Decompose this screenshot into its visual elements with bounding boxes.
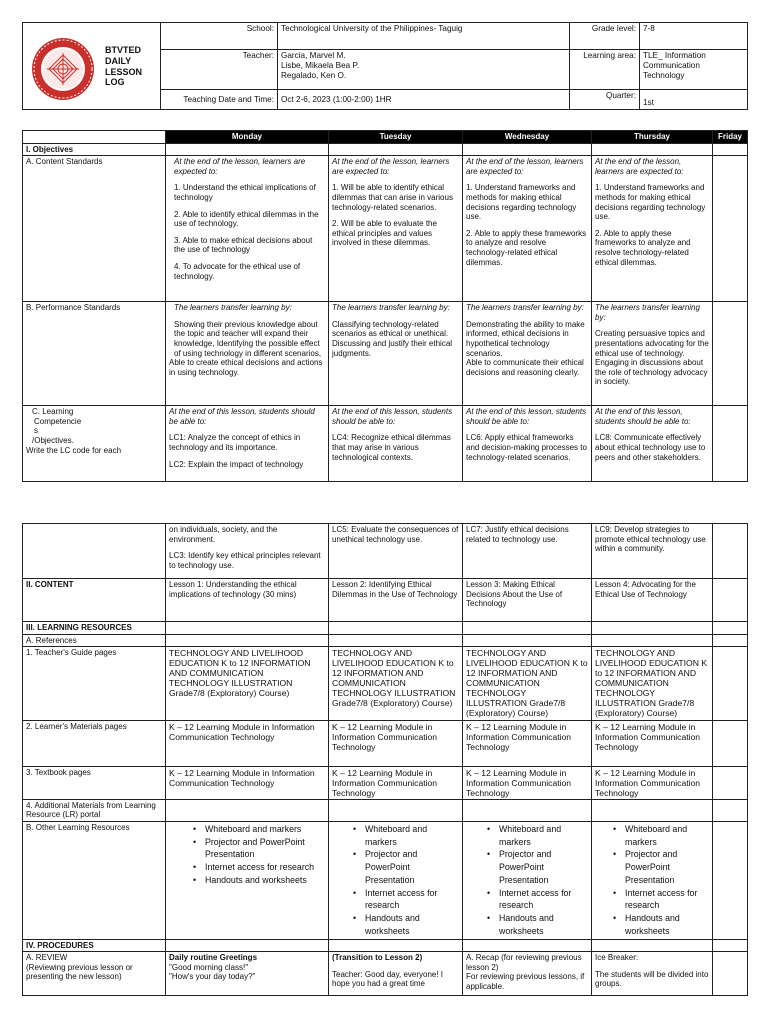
competencies-thursday-part1: At the end of this lesson, students should be able to: LC8: Communicate effectively about ethical technology use to peers and other stakeholders.: [592, 406, 713, 482]
teacher-guide-monday: TECHNOLOGY AND LIVELIHOOD EDUCATION K to 12 INFORMATION AND COMMUNICATION TECHNOLOGY ILLUSTRATION Grade7/8 (Exploratory) Course): [166, 647, 329, 720]
learner-materials-monday: K – 12 Learning Module in Information Communication Technology: [166, 720, 329, 766]
additional-materials-label: 4. Additional Materials from Learning Resource (LR) portal: [23, 799, 166, 821]
teacher-guide-label: 1. Teacher's Guide pages: [23, 647, 166, 720]
competencies-thursday-part2: LC9: Develop strategies to promote ethical technology use within a community.: [592, 524, 713, 579]
teacher-guide-thursday: TECHNOLOGY AND LIVELIHOOD EDUCATION K to 12 INFORMATION AND COMMUNICATION TECHNOLOGY ILLUSTRATION Grade7/8 (Exploratory) Course): [592, 647, 713, 720]
section-objectives: I. Objectives: [23, 143, 166, 156]
content-standards-label: A. Content Standards: [23, 156, 166, 302]
competencies-tuesday-part2: LC5: Evaluate the consequences of unethical technology use.: [329, 524, 463, 579]
performance-standards-tuesday: The learners transfer learning by: Classifying technology-related scenarios as ethical or unethical. Discussing and justify their ethical judgments.: [329, 302, 463, 406]
lesson-thursday: Lesson 4: Advocating for the Ethical Use of Technology: [592, 579, 713, 622]
learner-materials-wednesday: K – 12 Learning Module in Information Communication Technology: [463, 720, 592, 766]
other-resources-tuesday: [329, 821, 463, 939]
date-value: Oct 2-6, 2023 (1:00-2:00) 1HR: [278, 90, 570, 110]
review-label: A. REVIEW (Reviewing previous lesson or presenting the new lesson): [23, 952, 166, 996]
grade-label: Grade level:: [570, 23, 640, 50]
list-item: • Whiteboard and markers: [205, 823, 325, 836]
content-standards-tuesday: At the end of the lesson, learners are expected to: 1. Will be able to identify ethical dilemmas that can arise in various technology-related scenarios. 2. Will be able to evaluate the ethical principles and values involved in these dilemmas.: [329, 156, 463, 302]
review-thursday: Ice Breaker: The students will be divided into groups.: [592, 952, 713, 996]
performance-standards-label: B. Performance Standards: [23, 302, 166, 406]
list-item: • Whiteboard and markers: [365, 823, 459, 849]
textbook-thursday: K – 12 Learning Module in Information Communication Technology: [592, 766, 713, 799]
list-item: • Handouts and worksheets: [625, 912, 709, 938]
lesson-tuesday: Lesson 2: Identifying Ethical Dilemmas in the Use of Technology: [329, 579, 463, 622]
performance-standards-monday: The learners transfer learning by: Showing their previous knowledge about the topic and teacher will expand their knowledge, Identifying the possible effect of using technology in different scenarios, Able to create ethical decisions and actions in using technology.: [166, 302, 329, 406]
lesson-wednesday: Lesson 3: Making Ethical Decisions About the Use of Technology: [463, 579, 592, 622]
logo-cell: [23, 23, 161, 110]
textbook-wednesday: K – 12 Learning Module in Information Communication Technology: [463, 766, 592, 799]
competencies-monday-part1: At the end of this lesson, students should be able to: LC1: Analyze the concept of ethics in technology and its importance. LC2: Explain the impact of technology: [166, 406, 329, 482]
logo-title: BTVTED DAILY LESSON LOG: [105, 45, 143, 88]
list-item: • Projector and PowerPoint Presentation: [625, 848, 709, 886]
learner-materials-tuesday: K – 12 Learning Module in Information Communication Technology: [329, 720, 463, 766]
performance-standards-thursday: The learners transfer learning by: Creating persuasive topics and presentations advocating for the ethical use of technology. Engaging in discussions about the role of technology advocacy in society.: [592, 302, 713, 406]
list-item: • Internet access for research: [499, 887, 588, 913]
teacher-value: Garcia, Marvel M. Lisbe, Mikaela Bea P. Regalado, Ken O.: [278, 50, 570, 90]
competencies-wednesday-part1: At the end of this lesson, students should be able to: LC6: Apply ethical frameworks and decision-making processes to technology-related scenarios.: [463, 406, 592, 482]
review-tuesday: (Transition to Lesson 2) Teacher: Good day, everyone! I hope you had a great time: [329, 952, 463, 996]
list-item: • Whiteboard and markers: [625, 823, 709, 849]
textbook-monday: K – 12 Learning Module in Information Communication Technology: [166, 766, 329, 799]
review-wednesday: A. Recap (for reviewing previous lesson 2) For reviewing previous lessons, if applicable.: [463, 952, 592, 996]
teacher-guide-wednesday: TECHNOLOGY AND LIVELIHOOD EDUCATION K to 12 INFORMATION AND COMMUNICATION TECHNOLOGY ILLUSTRATION Grade7/8 (Exploratory) Course): [463, 647, 592, 720]
grade-value: 7-8: [640, 23, 748, 50]
competencies-wednesday-part2: LC7: Justify ethical decisions related to technology use.: [463, 524, 592, 579]
list-item: • Handouts and worksheets: [499, 912, 588, 938]
section-content: II. CONTENT: [23, 579, 166, 622]
textbook-label: 3. Textbook pages: [23, 766, 166, 799]
teacher-label: Teacher:: [161, 50, 278, 90]
list-item: • Internet access for research: [365, 887, 459, 913]
list-item: • Internet access for research: [625, 887, 709, 913]
area-label: Learning area:: [570, 50, 640, 90]
section-procedures: IV. PROCEDURES: [23, 939, 166, 952]
learner-materials-label: 2. Learner's Materials pages: [23, 720, 166, 766]
university-seal-icon: [31, 37, 95, 101]
date-label: Teaching Date and Time:: [161, 90, 278, 110]
list-item: • Handouts and worksheets: [205, 874, 325, 887]
list-item: • Whiteboard and markers: [499, 823, 588, 849]
list-item: • Internet access for research: [205, 861, 325, 874]
quarter-label: Quarter:: [570, 90, 640, 110]
list-item: • Projector and PowerPoint Presentation: [365, 848, 459, 886]
list-item: • Handouts and worksheets: [365, 912, 459, 938]
day-header-thursday: Thursday: [592, 131, 713, 144]
school-label: School:: [161, 23, 278, 50]
header-table: [22, 22, 748, 110]
other-resources-thursday: [592, 821, 713, 939]
day-header-monday: Monday: [166, 131, 329, 144]
review-monday: Daily routine Greetings "Good morning class!" "How's your day today?": [166, 952, 329, 996]
references-label: A. References: [23, 634, 166, 647]
lesson-plan-table: [22, 523, 748, 996]
teacher-guide-tuesday: TECHNOLOGY AND LIVELIHOOD EDUCATION K to 12 INFORMATION AND COMMUNICATION TECHNOLOGY ILLUSTRATION Grade7/8 (Exploratory) Course): [329, 647, 463, 720]
textbook-tuesday: K – 12 Learning Module in Information Communication Technology: [329, 766, 463, 799]
lesson-monday: Lesson 1: Understanding the ethical implications of technology (30 mins): [166, 579, 329, 622]
performance-standards-wednesday: The learners transfer learning by: Demonstrating the ability to make informed, ethical decisions in hypothetical technology scenarios. Able to communicate their ethical decisions and reasoning clearly.: [463, 302, 592, 406]
list-item: • Projector and PowerPoint Presentation: [205, 836, 325, 862]
competencies-tuesday-part1: At the end of this lesson, students should be able to: LC4: Recognize ethical dilemmas that may arise in various technological contexts.: [329, 406, 463, 482]
section-learning-resources: III. LEARNING RESOURCES: [23, 622, 166, 635]
other-resources-wednesday: [463, 821, 592, 939]
other-resources-label: B. Other Learning Resources: [23, 821, 166, 939]
blank-corner: [23, 131, 166, 144]
day-header-wednesday: Wednesday: [463, 131, 592, 144]
content-standards-thursday: At the end of the lesson, learners are expected to: 1. Understand frameworks and methods for making ethical decisions regarding technology use. 2. Able to apply these frameworks to analyze and resolve technology-related ethical dilemmas.: [592, 156, 713, 302]
school-value: Technological University of the Philippines- Taguig: [278, 23, 570, 50]
competencies-label: C. Learning Competencie s /Objectives. Write the LC code for each: [23, 406, 166, 482]
day-header-tuesday: Tuesday: [329, 131, 463, 144]
other-resources-monday: [166, 821, 329, 939]
content-standards-monday: At the end of the lesson, learners are expected to: 1. Understand the ethical implications of technology 2. Able to identify ethical dilemmas in the use of technology. 3. Able to make ethical decisions about the use of technology 4. To advocate for the ethical use of technology.: [166, 156, 329, 302]
day-header-friday: Friday: [713, 131, 748, 144]
competencies-monday-part2: on individuals, society, and the environment. LC3: Identify key ethical principles relevant to technology use.: [166, 524, 329, 579]
quarter-value: 1st: [640, 90, 748, 110]
content-standards-wednesday: At the end of the lesson, learners are expected to: 1. Understand frameworks and methods for making ethical decisions regarding technology use. 2. Able to apply these frameworks to analyze and resolve technology-related ethical dilemmas.: [463, 156, 592, 302]
list-item: • Projector and PowerPoint Presentation: [499, 848, 588, 886]
learner-materials-thursday: K – 12 Learning Module in Information Communication Technology: [592, 720, 713, 766]
objectives-table: [22, 130, 748, 482]
area-value: TLE_ Information Communication Technology: [640, 50, 748, 90]
